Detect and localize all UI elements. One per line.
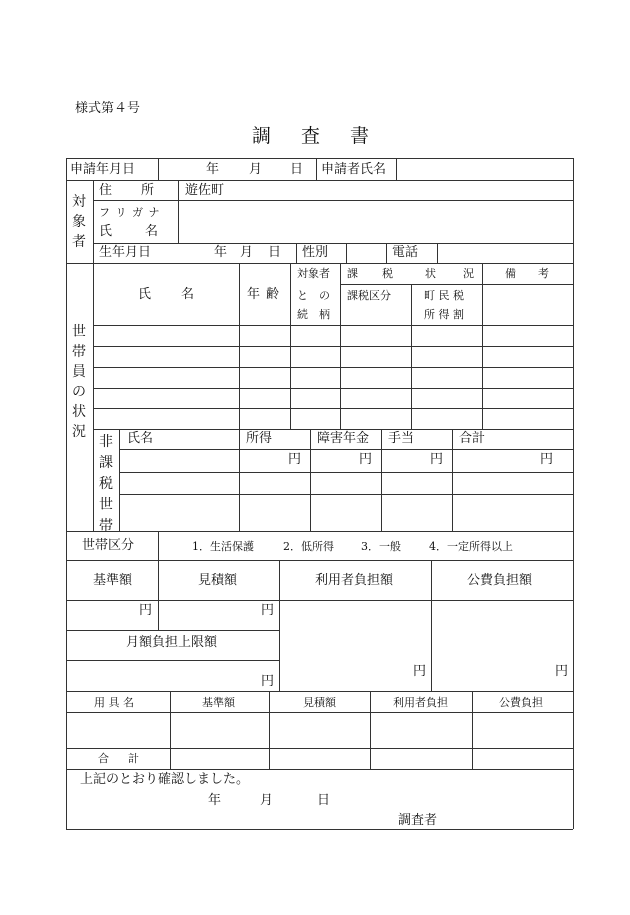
birth-year-label: 年: [214, 245, 228, 260]
household-category-label: 世帯区分: [82, 538, 135, 553]
col-municipal-tax-line-1: 町 民 税: [424, 289, 464, 302]
form-number: 様式第４号: [75, 101, 141, 116]
household-section-label: 世 帯 員 の 状 況: [72, 324, 86, 440]
subject-section-label: 対 象 者: [72, 194, 86, 250]
subject-name-field[interactable]: [179, 201, 572, 242]
category-option-1[interactable]: 1．生活保護: [192, 540, 254, 553]
address-label-char-2: 所: [141, 183, 155, 198]
category-option-2[interactable]: 2．低所得: [283, 540, 334, 553]
non-taxable-label: 非 課 税 世 帯: [99, 434, 113, 534]
phone-field[interactable]: [438, 244, 572, 262]
nt-pension-yen: 円: [359, 452, 373, 467]
investigator-label: 調査者: [398, 813, 438, 828]
col-name-char-1: 氏: [138, 287, 152, 302]
col-age-char-1: 年: [247, 287, 261, 302]
name-label-char-2: 名: [145, 224, 159, 239]
equipment-col-standard: 基準額: [202, 696, 235, 709]
col-relation-line-1: 対象者: [297, 267, 330, 280]
application-month-label: 月: [249, 162, 263, 177]
phone-label: 電話: [392, 245, 419, 260]
col-tax-status-char-3: 状: [425, 267, 436, 280]
page-title-char-1: 調: [252, 125, 272, 147]
applicant-name-field[interactable]: [397, 159, 572, 179]
col-remarks-char-2: 考: [538, 267, 549, 280]
col-tax-status-char-1: 課: [347, 267, 358, 280]
birthdate-label: 生年月日: [99, 245, 152, 260]
nt-income-label: 所得: [246, 431, 273, 446]
equipment-col-item-name: 用 具 名: [94, 696, 134, 709]
col-age-char-2: 齢: [266, 287, 280, 302]
nt-allowance-yen: 円: [430, 452, 444, 467]
address-label-char-1: 住: [99, 183, 113, 198]
monthly-limit-yen: 円: [261, 674, 275, 689]
nt-allowance-label: 手当: [388, 431, 415, 446]
equipment-col-user-burden: 利用者負担: [393, 696, 448, 709]
col-municipal-tax-line-2: 所 得 割: [424, 308, 464, 321]
confirmation-statement: 上記のとおり確認しました。: [80, 772, 250, 787]
user-burden-label: 利用者負担額: [315, 573, 394, 588]
estimated-amount-yen: 円: [261, 603, 275, 618]
name-label-char-1: 氏: [99, 224, 113, 239]
application-date-label: 申請年月日: [70, 162, 136, 177]
col-name-char-2: 名: [181, 287, 195, 302]
page-title-char-3: 書: [350, 125, 370, 147]
nt-total-yen: 円: [540, 452, 554, 467]
col-tax-class: 課税区分: [347, 289, 391, 302]
application-year-label: 年: [206, 162, 220, 177]
equipment-col-estimated: 見積額: [303, 696, 336, 709]
standard-amount-label: 基準額: [93, 573, 133, 588]
public-burden-label: 公費負担額: [467, 573, 533, 588]
monthly-limit-label: 月額負担上限額: [126, 635, 218, 650]
gender-label: 性別: [302, 245, 329, 260]
col-relation-line-2: と の: [297, 289, 330, 302]
nt-total-label: 合計: [459, 431, 486, 446]
nt-name-label: 氏名: [127, 431, 154, 446]
birth-day-label: 日: [268, 245, 282, 260]
col-tax-status-char-4: 況: [463, 267, 474, 280]
user-burden-yen: 円: [413, 664, 427, 679]
birth-month-label: 月: [240, 245, 254, 260]
equipment-total-char-1: 合: [98, 752, 109, 765]
confirm-year-label: 年: [208, 793, 222, 808]
nt-disability-pension-label: 障害年金: [317, 431, 370, 446]
estimated-amount-label: 見積額: [198, 573, 238, 588]
category-option-4[interactable]: 4．一定所得以上: [429, 540, 513, 553]
application-day-label: 日: [290, 162, 304, 177]
equipment-col-public-burden: 公費負担: [499, 696, 543, 709]
public-burden-yen: 円: [555, 664, 569, 679]
applicant-name-label: 申請者氏名: [321, 162, 387, 177]
address-value[interactable]: 遊佐町: [185, 183, 225, 198]
furigana-label: フ リ ガ ナ: [99, 206, 161, 219]
standard-amount-yen: 円: [139, 603, 153, 618]
page-title-char-2: 査: [301, 125, 321, 147]
col-remarks-char-1: 備: [505, 267, 516, 280]
category-option-3[interactable]: 3．一般: [361, 540, 401, 553]
col-tax-status-char-2: 税: [382, 267, 393, 280]
confirm-month-label: 月: [260, 793, 274, 808]
nt-income-yen: 円: [288, 452, 302, 467]
col-relation-line-3: 続 柄: [297, 308, 330, 321]
confirm-day-label: 日: [317, 793, 331, 808]
equipment-total-char-2: 計: [128, 752, 139, 765]
